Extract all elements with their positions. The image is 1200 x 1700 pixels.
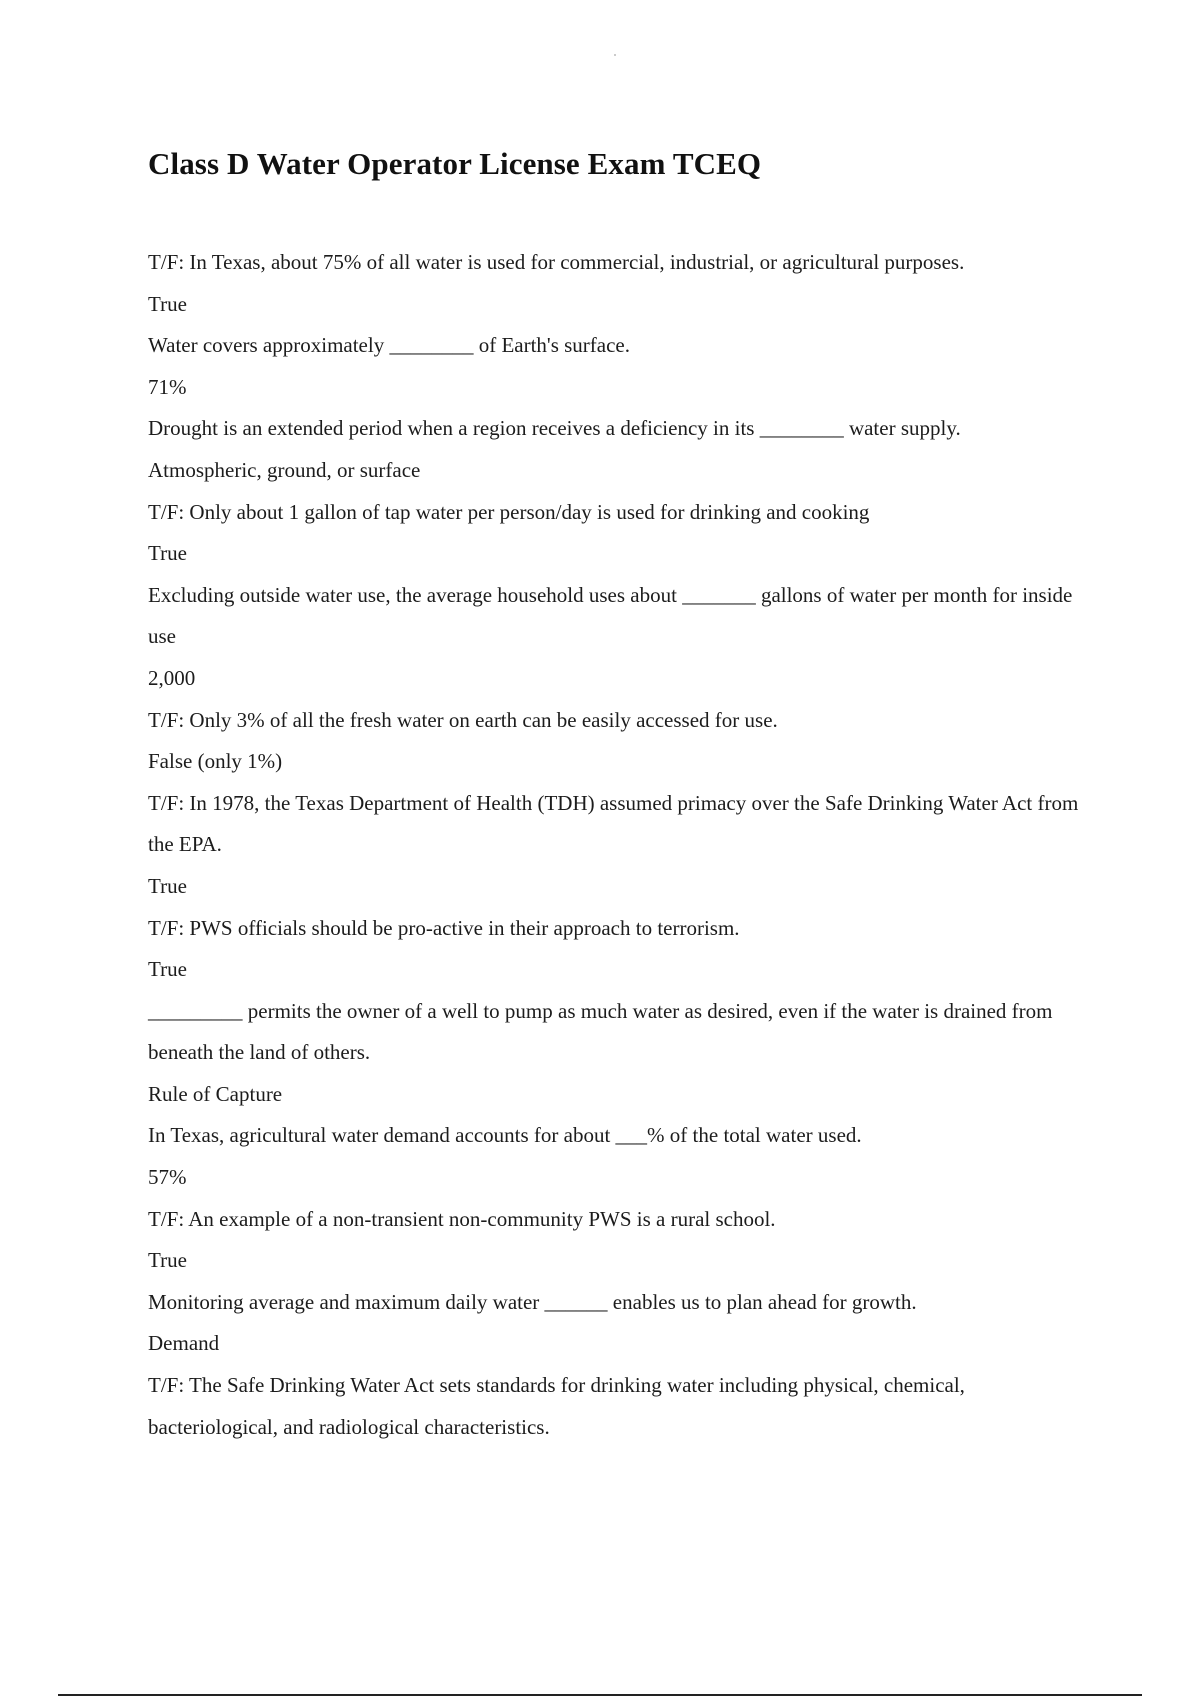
question-text: T/F: In 1978, the Texas Department of Health (TDH) assumed primacy over the Safe Drinking Water Act from the EPA. xyxy=(148,790,1079,857)
answer-text: 57% xyxy=(148,1165,187,1190)
question-text: Monitoring average and maximum daily water ______ enables us to plan ahead for growth. xyxy=(148,1289,917,1314)
answer-text: False (only 1%) xyxy=(148,749,283,774)
page-speck xyxy=(614,54,616,56)
answer-text: 2,000 xyxy=(148,665,196,690)
footer-rule xyxy=(58,1694,1142,1696)
answer-text: True xyxy=(148,291,187,316)
question-answer-list xyxy=(148,242,1098,1448)
question-text: T/F: An example of a non-transient non-community PWS is a rural school. xyxy=(148,1206,776,1231)
answer-text: 71% xyxy=(148,374,187,399)
question-text: T/F: Only 3% of all the fresh water on earth can be easily accessed for use. xyxy=(148,707,778,732)
question-text: Water covers approximately ________ of Earth's surface. xyxy=(148,333,631,358)
question-text: In Texas, agricultural water demand accounts for about ___% of the total water used. xyxy=(148,1123,862,1148)
question-text: _________ permits the owner of a well to pump as much water as desired, even if the water is drained from beneath the land of others. xyxy=(148,998,1053,1065)
question-text: T/F: Only about 1 gallon of tap water per person/day is used for drinking and cooking xyxy=(148,499,870,524)
answer-text: Demand xyxy=(148,1331,220,1356)
answer-text: True xyxy=(148,873,187,898)
answer-text: True xyxy=(148,957,187,982)
question-text: Drought is an extended period when a region receives a deficiency in its ________ water supply. xyxy=(148,416,961,441)
question-text: T/F: The Safe Drinking Water Act sets standards for drinking water including physical, chemical, bacteriological, and radiological characteristics. xyxy=(148,1373,965,1439)
question-text: Excluding outside water use, the average household uses about _______ gallons of water per month for inside use xyxy=(148,582,1073,649)
answer-text: True xyxy=(148,541,187,566)
answer-text: Rule of Capture xyxy=(148,1081,283,1106)
answer-text: True xyxy=(148,1248,187,1273)
page-title: Class D Water Operator License Exam TCEQ xyxy=(148,146,762,181)
answer-text: Atmospheric, ground, or surface xyxy=(148,457,421,482)
question-text: T/F: PWS officials should be pro-active in their approach to terrorism. xyxy=(148,915,740,940)
question-text: T/F: In Texas, about 75% of all water is used for commercial, industrial, or agricultural purposes. xyxy=(148,250,965,274)
